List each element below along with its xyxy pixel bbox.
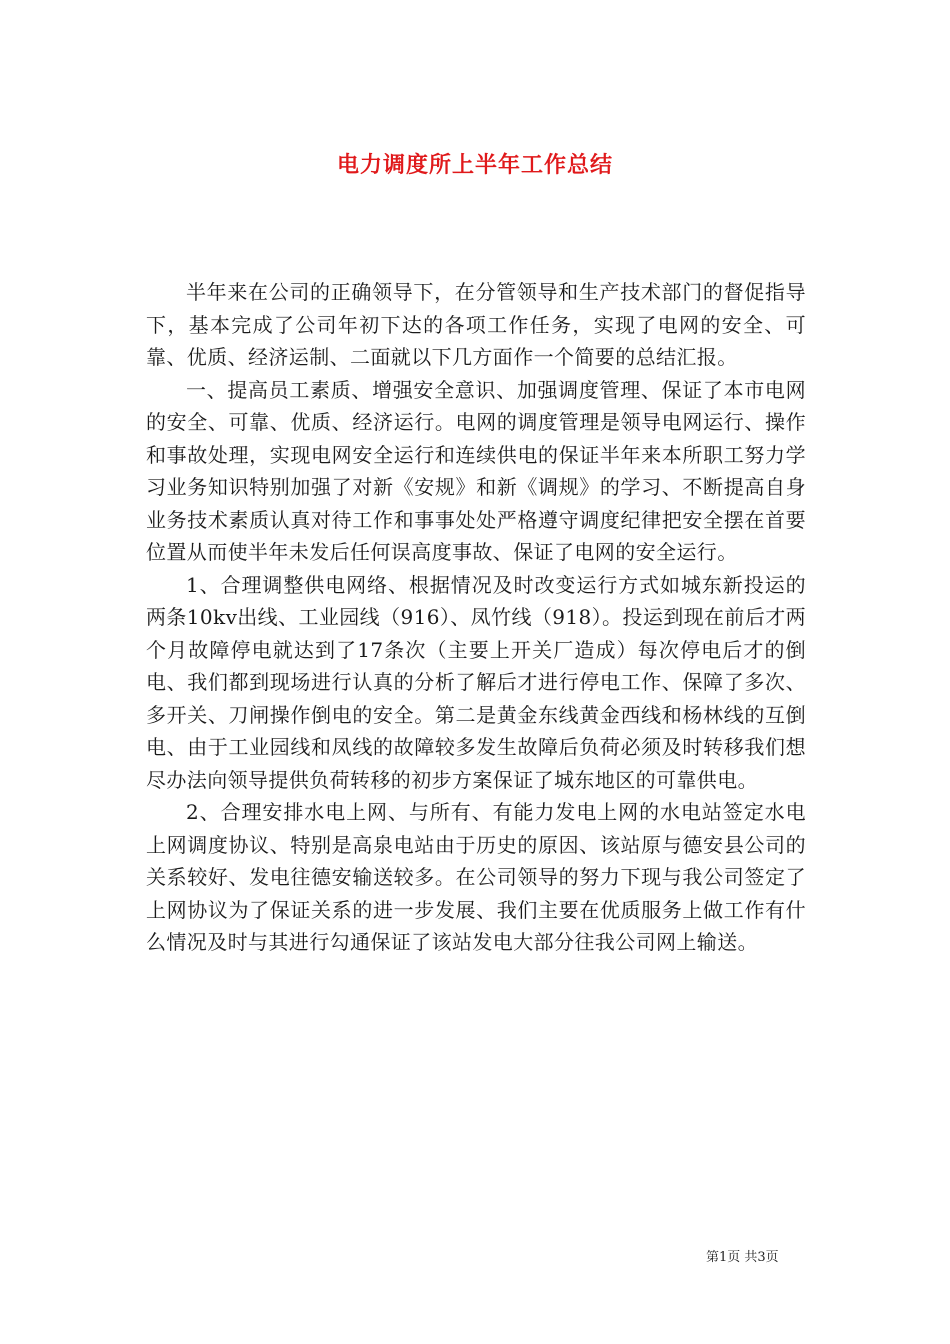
paragraph-section-1: 一、提高员工素质、增强安全意识、加强调度管理、保证了本市电网的安全、可靠、优质、经济运行。电网的调度管理是领导电网运行、操作和事故处理，实现电网安全运行和连续供电的保证半年来本所职工努力学习业务知识特别加强了对新《安规》和新《调规》的学习、不断提高自身业务技术素质认真对待工作和事事处处严格遵守调度纪律把安全摆在首要位置从而使半年未发后任何误高度事故、保证了电网的安全运行。 [146,377,806,564]
paragraph-item-2: 2、合理安排水电上网、与所有、有能力发电上网的水电站签定水电上网调度协议、特别是高泉电站由于历史的原因、该站原与德安县公司的关系较好、发电往德安输送较多。在公司领导的努力下现与我公司签定了上网协议为了保证关系的进一步发展、我们主要在优质服务上做工作有什么情况及时与其进行勾通保证了该站发电大部分往我公司网上输送。 [146,800,806,954]
document-title: 电力调度所上半年工作总结 [336,152,613,178]
paragraph-item-1: 1、合理调整供电网络、根据情况及时改变运行方式如城东新投运的两条10kv出线、工业园线（916）、凤竹线（918）。投运到现在前后才两个月故障停电就达到了17条次（主要上开关厂造成）每次停电后才的倒电、我们都到现场进行认真的分析了解后才进行停电工作、保障了多次、多开关、刀闸操作倒电的安全。第二是黄金东线黄金西线和杨林线的互倒电、由于工业园线和凤线的故障较多发生故障后负荷必须及时转移我们想尽办法向领导提供负荷转移的初步方案保证了城东地区的可靠供电。 [146,572,807,792]
document-body [146,276,806,959]
page-number-footer: 第1页 共3页 [706,1250,779,1265]
paragraph-intro: 半年来在公司的正确领导下，在分管领导和生产技术部门的督促指导下，基本完成了公司年初下达的各项工作任务，实现了电网的安全、可靠、优质、经济运制、二面就以下几方面作一个简要的总结汇报。 [146,280,806,369]
